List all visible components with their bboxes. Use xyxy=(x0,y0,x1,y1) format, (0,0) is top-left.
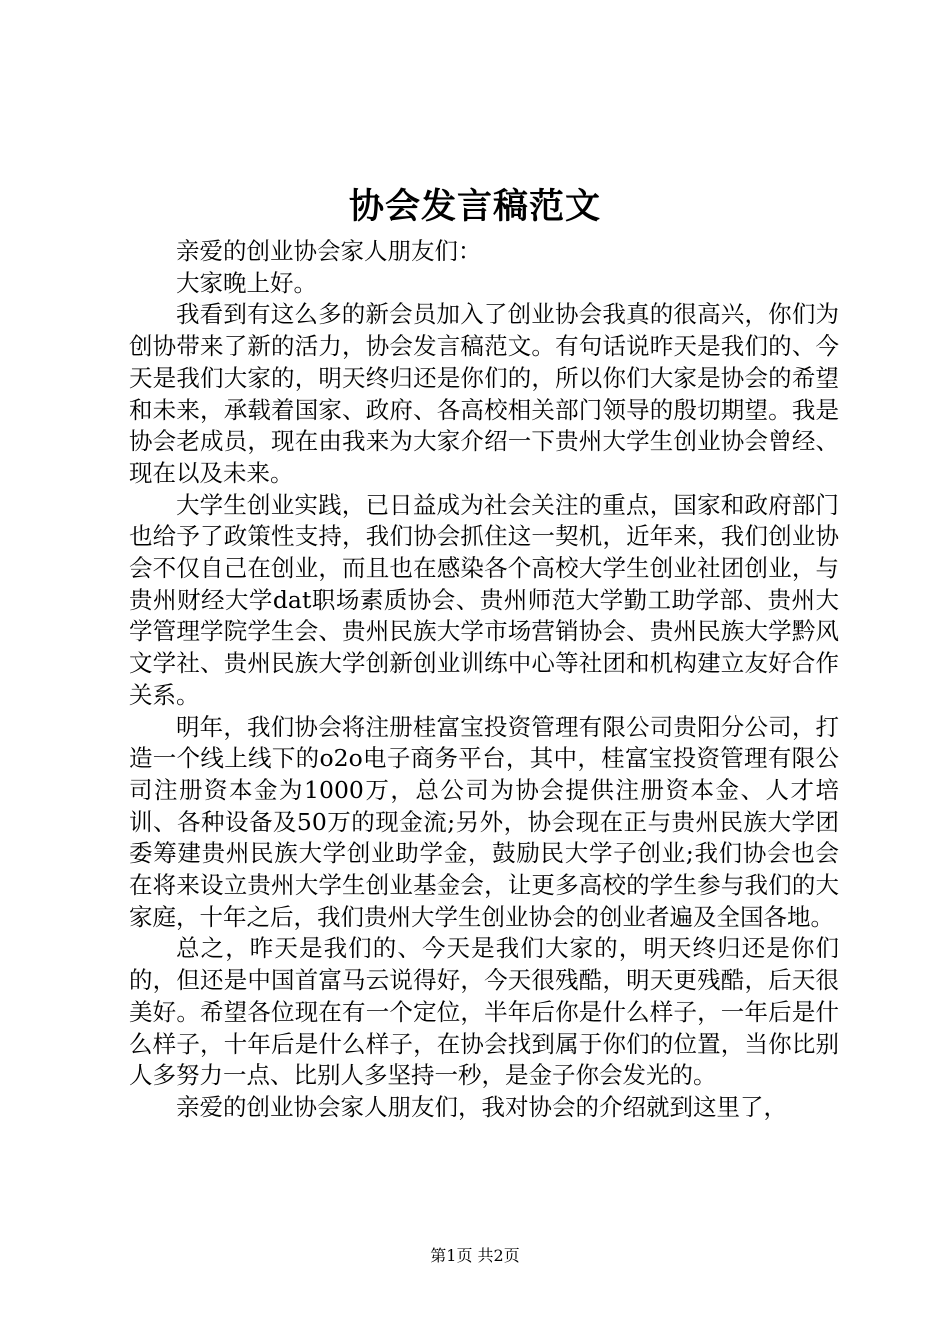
document-body xyxy=(129,236,839,1124)
body-paragraph: 总之，昨天是我们的、今天是我们大家的，明天终归还是你们的，但还是中国首富马云说得好，今天很残酷，明天更残酷，后天很美好。希望各位现在有一个定位，半年后你是什么样子，一年后是什么样子，十年后是什么样子，在协会找到属于你们的位置，当你比别人多努力一点、比别人多坚持一秒，是金子你会发光的。 xyxy=(129,934,839,1090)
salutation-paragraph: 亲爱的创业协会家人朋友们： xyxy=(176,237,482,265)
page-number-footer: 第1页 共2页 xyxy=(430,1246,520,1265)
body-paragraph: 亲爱的创业协会家人朋友们，我对协会的介绍就到这里了， xyxy=(176,1092,787,1121)
body-paragraph: 大学生创业实践，已日益成为社会关注的重点，国家和政府部门也给予了政策性支持，我们协会抓住这一契机，近年来，我们创业协会不仅自己在创业，而且也在感染各个高校大学生创业社团创业，与贵州财经大学dat职场素质协会、贵州师范大学勤工助学部、贵州大学管理学院学生会、贵州民族大学市场营销协会、贵州民族大学黔风文学社、贵州民族大学创新创业训练中心等社团和机构建立友好合作关系。 xyxy=(129,490,839,709)
document-title: 协会发言稿范文 xyxy=(348,186,601,227)
greeting-paragraph: 大家晚上好。 xyxy=(176,268,317,297)
body-paragraph: 我看到有这么多的新会员加入了创业协会我真的很高兴，你们为创协带来了新的活力，协会发言稿范文。有句话说昨天是我们的、今天是我们大家的，明天终归还是你们的，所以你们大家是协会的希望和未来，承载着国家、政府、各高校相关部门领导的殷切期望。我是协会老成员，现在由我来为大家介绍一下贵州大学生创业协会曾经、现在以及未来。 xyxy=(129,300,839,487)
body-paragraph: 明年，我们协会将注册桂富宝投资管理有限公司贵阳分公司，打造一个线上线下的o2o电子商务平台，其中，桂富宝投资管理有限公司注册资本金为1000万，总公司为协会提供注册资本金、人才培训、各种设备及50万的现金流;另外，协会现在正与贵州民族大学团委筹建贵州民族大学创业助学金，鼓励民大学子创业;我们协会也会在将来设立贵州大学生创业基金会，让更多高校的学生参与我们的大家庭，十年之后，我们贵州大学生创业协会的创业者遍及全国各地。 xyxy=(129,712,839,931)
